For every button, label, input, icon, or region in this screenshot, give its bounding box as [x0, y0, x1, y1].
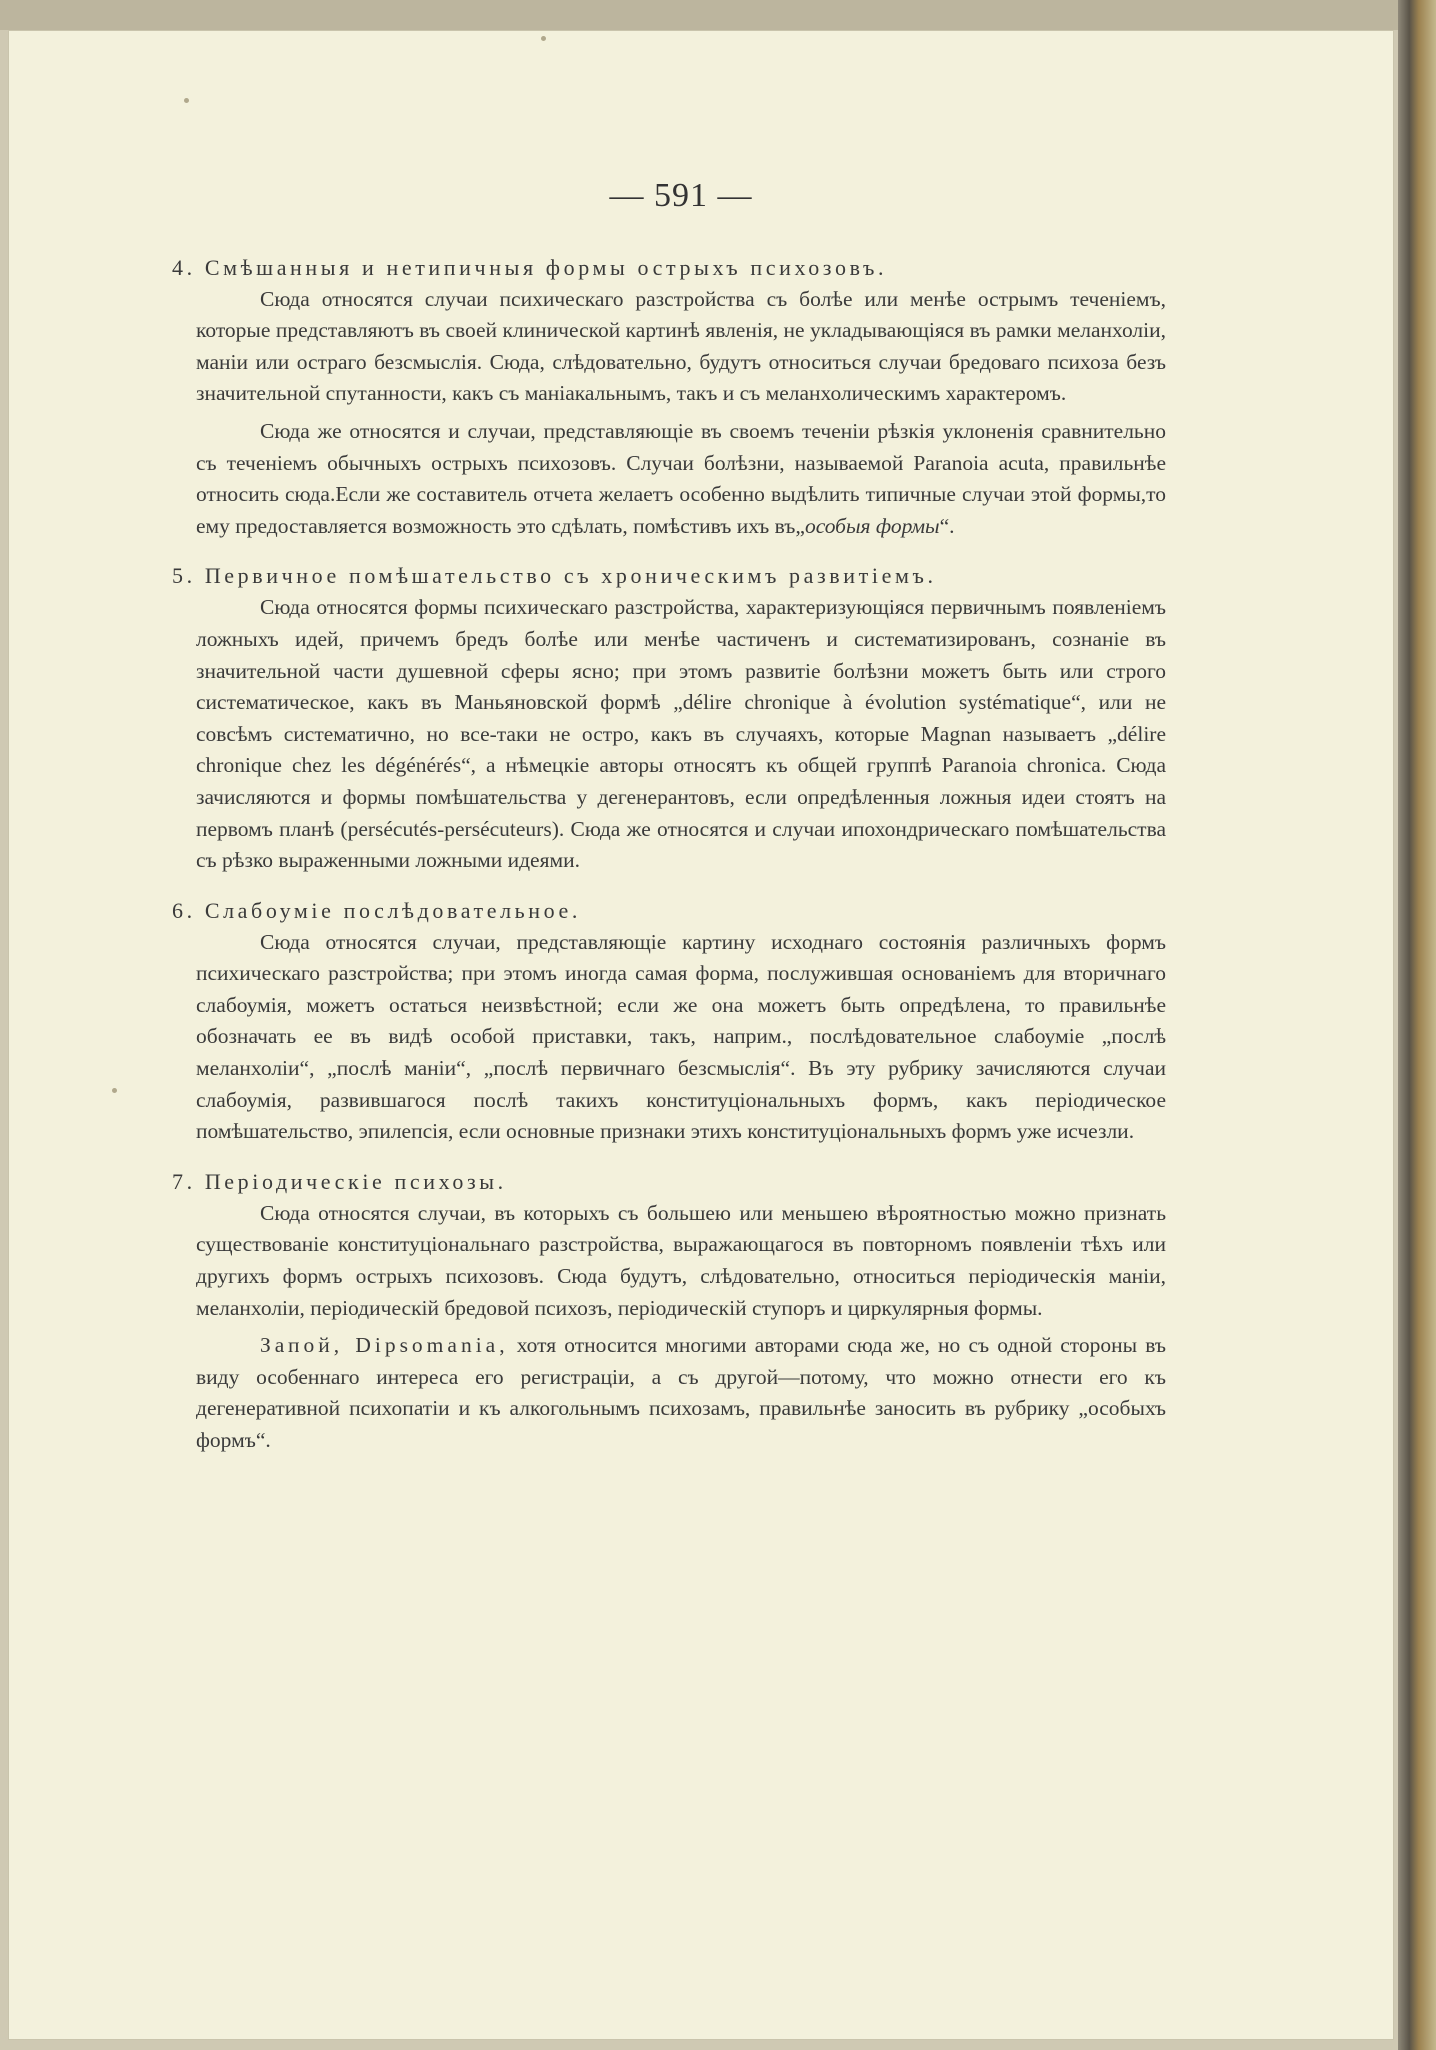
section-number: 5.	[172, 563, 196, 589]
section-title: Первичное помѣшательство съ хроническимъ развитіемъ.	[204, 563, 937, 589]
paper-speck	[112, 1088, 117, 1093]
page-text	[172, 177, 1166, 1475]
page-number: — 591 —	[609, 177, 753, 214]
paragraph	[196, 416, 1166, 542]
section-heading	[172, 1166, 1166, 1198]
section-heading	[172, 252, 1166, 284]
section-number: 4.	[172, 254, 196, 280]
paragraph: Сюда относятся формы психическаго разстройства, характеризующіяся первичнымъ появленіемъ ложныхъ идей, причемъ бредъ болѣе или менѣе частиченъ и систематизированъ, сознаніе въ значительной части душевной сферы ясно; при этомъ развитіе болѣзни можетъ быть или строго систематическое, какъ въ Маньяновской формѣ „délire chronique à évolution systématique“, или не совсѣмъ систематично, но все-таки не остро, какъ въ случаяхъ, которые Magnan называетъ „délire chronique chez les dégénérés“, а нѣмецкіе авторы относятъ къ общей группѣ Paranoia chronica. Сюда зачисляются и формы помѣшательства у дегенерантовъ, если опредѣленныя ложныя идеи стоятъ на первомъ планѣ (persécutés-persécuteurs). Сюда же относятся и случаи ипохондрическаго помѣшательства съ рѣзко выраженными ложными идеями.	[196, 595, 1166, 873]
section-number: 7.	[172, 1168, 196, 1194]
section-heading	[172, 560, 1166, 592]
paragraph-text: Сюда же относятся и случаи, представляющіе въ своемъ теченіи рѣзкія уклоненія сравнительно съ теченіемъ обычныхъ острыхъ психозовъ. Случаи болѣзни, называемой Paranoia acuta, правильнѣе относить сюда.Если же составитель отчета желаетъ особенно выдѣлить типичные случаи этой формы,то ему предоставляется возможность это сдѣлать, помѣстивъ ихъ въ„	[196, 418, 1166, 538]
section-4	[172, 252, 1166, 543]
section-heading	[172, 895, 1166, 927]
section-title: Слабоуміе послѣдовательное.	[204, 897, 581, 923]
section-6	[172, 895, 1166, 1148]
paper-speck	[184, 98, 189, 103]
section-number: 6.	[172, 897, 196, 923]
spaced-term: Запой, Dipsomania,	[260, 1333, 509, 1358]
paragraph: Сюда относятся случаи, въ которыхъ съ большею или меньшею вѣроятностью можно признать существованіе конституціональнаго разстройства, выражающагося въ повторномъ появленіи тѣхъ или другихъ формъ острыхъ психозовъ. Сюда будутъ, слѣдовательно, относиться періодическія маніи, меланхоліи, періодическій бредовой психозъ, періодическій ступоръ и циркулярныя формы.	[196, 1200, 1166, 1320]
section-title: Смѣшанныя и нетипичныя формы острыхъ психозовъ.	[204, 254, 888, 280]
book-spine	[1398, 0, 1436, 2050]
section-title: Періодическіе психозы.	[204, 1168, 507, 1194]
scan-top-band	[0, 0, 1436, 30]
paragraph: Сюда относятся случаи, представляющіе картину исходнаго состоянія различныхъ формъ психическаго разстройства; при этомъ иногда самая форма, послужившая основаніемъ для вторичнаго слабоумія, можетъ остаться неизвѣстной; если же она можетъ быть опредѣлена, то правильнѣе обозначать ее въ видѣ особой приставки, такъ, наприм., послѣдовательное слабоуміе „послѣ меланхоліи“, „послѣ маніи“, „послѣ первичнаго безсмыслія“. Въ эту рубрику зачисляются случаи слабоумія, развившагося послѣ такихъ конституціональныхъ формъ, какъ періодическое помѣшательство, эпилепсія, если основные признаки этихъ конституціональныхъ формъ уже исчезли.	[196, 929, 1166, 1144]
paper-speck	[541, 36, 546, 41]
italic-term: особыя формы	[804, 513, 940, 538]
paragraph-text: хотя относится многими авторами сюда же, но съ одной стороны въ виду особеннаго интереса его регистраціи, а съ другой—потому, что можно отнести его къ дегенеративной психопатіи и къ алкогольнымъ психозамъ, правильнѣе заносить въ рубрику „особыхъ формъ“.	[196, 1333, 1166, 1452]
paragraph: Сюда относятся случаи психическаго разстройства съ болѣе или менѣе острымъ теченіемъ, которые представляютъ въ своей клинической картинѣ явленія, не укладывающіяся въ рамки меланхоліи, маніи или остраго безсмыслія. Сюда, слѣдовательно, будутъ относиться случаи бредоваго психоза безъ значительной спутанности, какъ съ маніакальнымъ, такъ и съ меланхолическимъ характеромъ.	[196, 286, 1166, 406]
section-5	[172, 560, 1166, 876]
section-7	[172, 1166, 1166, 1457]
paragraph-text: “.	[939, 513, 955, 538]
paragraph	[196, 1330, 1166, 1456]
